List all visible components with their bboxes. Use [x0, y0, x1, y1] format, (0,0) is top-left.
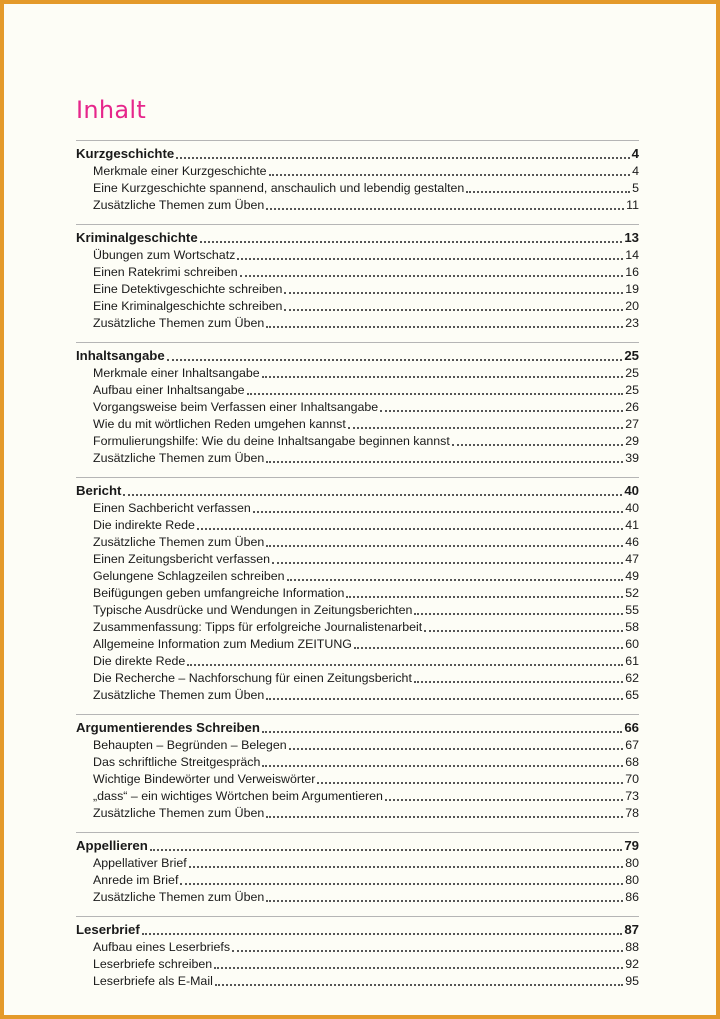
toc-page-number: 55 — [625, 603, 639, 617]
toc-entry[interactable] — [76, 568, 639, 585]
toc-leader-dots — [346, 596, 623, 598]
toc-entry[interactable] — [76, 636, 639, 653]
toc-page-number: 11 — [626, 198, 639, 212]
toc-entry-title: Zusätzliche Themen zum Üben — [93, 451, 265, 465]
toc-entry[interactable] — [76, 315, 639, 332]
toc-entry-title: Behaupten – Begründen – Belegen — [93, 738, 287, 752]
toc-leader-dots — [167, 359, 623, 361]
toc-leader-dots — [142, 933, 623, 935]
toc-leader-dots — [266, 698, 623, 700]
toc-leader-dots — [247, 393, 624, 395]
toc-entry-title: Zusätzliche Themen zum Üben — [93, 535, 265, 549]
toc-section — [76, 477, 639, 704]
toc-page-number: 46 — [625, 535, 639, 549]
toc-page-number: 40 — [625, 501, 639, 515]
toc-entry[interactable] — [76, 180, 639, 197]
toc-section — [76, 342, 639, 467]
toc-leader-dots — [272, 562, 623, 564]
toc-page-number: 58 — [625, 620, 639, 634]
toc-leader-dots — [262, 765, 623, 767]
toc-section-heading[interactable] — [76, 836, 639, 855]
toc-entry-title: Eine Kurzgeschichte spannend, anschaulich und lebendig gestalten — [93, 181, 465, 195]
toc-page-number: 80 — [625, 873, 639, 887]
toc-section-heading[interactable] — [76, 346, 639, 365]
toc-entry[interactable] — [76, 551, 639, 568]
toc-entry-title: Wie du mit wörtlichen Reden umgehen kannst — [93, 417, 346, 431]
toc-page-number: 88 — [625, 940, 639, 954]
toc-section-title: Inhaltsangabe — [76, 348, 165, 363]
toc-page-number: 39 — [625, 451, 639, 465]
toc-entry[interactable] — [76, 416, 639, 433]
toc-entry[interactable] — [76, 163, 639, 180]
toc-page-number: 68 — [625, 755, 639, 769]
toc-section — [76, 140, 639, 214]
table-of-contents — [76, 140, 639, 1000]
toc-page-number: 95 — [625, 974, 639, 988]
toc-entry[interactable] — [76, 602, 639, 619]
toc-leader-dots — [287, 579, 624, 581]
toc-leader-dots — [414, 613, 623, 615]
toc-section-heading[interactable] — [76, 144, 639, 163]
toc-page-number: 49 — [625, 569, 639, 583]
toc-section — [76, 224, 639, 332]
toc-entry-title: Zusätzliche Themen zum Üben — [93, 688, 265, 702]
toc-leader-dots — [266, 326, 623, 328]
toc-entry-title: Eine Detektivgeschichte schreiben — [93, 282, 283, 296]
toc-entry-title: Aufbau eines Leserbriefs — [93, 940, 231, 954]
toc-page-number: 19 — [625, 282, 639, 296]
toc-page-number: 40 — [624, 483, 639, 498]
toc-entry-title: Wichtige Bindewörter und Verweiswörter — [93, 772, 316, 786]
toc-section-title: Bericht — [76, 483, 122, 498]
toc-entry-title: Beifügungen geben umfangreiche Information — [93, 586, 345, 600]
toc-entry[interactable] — [76, 805, 639, 822]
toc-leader-dots — [269, 174, 631, 176]
toc-leader-dots — [380, 410, 623, 412]
toc-page-number: 27 — [625, 417, 639, 431]
toc-page-number: 65 — [625, 688, 639, 702]
toc-leader-dots — [262, 376, 624, 378]
toc-leader-dots — [452, 444, 623, 446]
toc-entry[interactable] — [76, 382, 639, 399]
toc-page-number: 4 — [632, 164, 639, 178]
toc-entry-title: Aufbau einer Inhaltsangabe — [93, 383, 245, 397]
toc-entry-title: Anrede im Brief — [93, 873, 179, 887]
toc-section-heading[interactable] — [76, 920, 639, 939]
toc-entry[interactable] — [76, 788, 639, 805]
toc-entry-title: Leserbriefe schreiben — [93, 957, 213, 971]
toc-entry-title: Zusätzliche Themen zum Üben — [93, 316, 265, 330]
toc-leader-dots — [284, 292, 623, 294]
toc-section — [76, 832, 639, 906]
toc-leader-dots — [176, 157, 629, 159]
toc-page-number: 4 — [631, 146, 639, 161]
toc-page-number: 13 — [624, 230, 639, 245]
toc-page-number: 16 — [625, 265, 639, 279]
toc-entry-title: Appellativer Brief — [93, 856, 187, 870]
toc-entry-title: Einen Ratekrimi schreiben — [93, 265, 238, 279]
toc-page-number: 5 — [632, 181, 639, 195]
toc-entry[interactable] — [76, 653, 639, 670]
toc-page-number: 62 — [625, 671, 639, 685]
toc-leader-dots — [289, 748, 624, 750]
toc-leader-dots — [266, 208, 624, 210]
toc-entry-title: Zusätzliche Themen zum Üben — [93, 806, 265, 820]
toc-page-number: 60 — [625, 637, 639, 651]
toc-page-number: 92 — [625, 957, 639, 971]
toc-page-number: 41 — [625, 518, 639, 532]
toc-leader-dots — [266, 816, 623, 818]
toc-entry-title: Allgemeine Information zum Medium ZEITUNG — [93, 637, 352, 651]
toc-leader-dots — [189, 866, 624, 868]
toc-entry-title: Merkmale einer Kurzgeschichte — [93, 164, 267, 178]
toc-page-number: 25 — [624, 348, 639, 363]
toc-page-number: 25 — [625, 383, 639, 397]
toc-entry-title: Einen Zeitungsbericht verfassen — [93, 552, 271, 566]
toc-section-title: Leserbrief — [76, 922, 140, 937]
toc-leader-dots — [215, 984, 623, 986]
toc-leader-dots — [317, 782, 623, 784]
toc-page-number: 66 — [624, 720, 639, 735]
toc-entry[interactable] — [76, 399, 639, 416]
toc-entry[interactable] — [76, 771, 639, 788]
toc-leader-dots — [187, 664, 623, 666]
toc-section-heading[interactable] — [76, 718, 639, 737]
toc-leader-dots — [262, 731, 622, 733]
toc-entry[interactable] — [76, 365, 639, 382]
toc-leader-dots — [240, 275, 624, 277]
toc-entry[interactable] — [76, 281, 639, 298]
toc-leader-dots — [266, 545, 623, 547]
toc-leader-dots — [348, 427, 623, 429]
toc-entry[interactable] — [76, 298, 639, 315]
toc-entry[interactable] — [76, 670, 639, 687]
toc-section — [76, 916, 639, 990]
toc-entry-title: Zusammenfassung: Tipps für erfolgreiche Journalistenarbeit — [93, 620, 423, 634]
toc-entry[interactable] — [76, 973, 639, 990]
toc-entry-title: Leserbriefe als E-Mail — [93, 974, 213, 988]
toc-page-number: 29 — [625, 434, 639, 448]
toc-entry-title: Übungen zum Wortschatz — [93, 248, 236, 262]
toc-entry-title: Gelungene Schlagzeilen schreiben — [93, 569, 285, 583]
toc-entry-title: Typische Ausdrücke und Wendungen in Zeitungsberichten — [93, 603, 413, 617]
toc-entry[interactable] — [76, 754, 639, 771]
toc-entry[interactable] — [76, 687, 639, 704]
toc-entry-title: „dass“ – ein wichtiges Wörtchen beim Argumentieren — [93, 789, 383, 803]
toc-entry[interactable] — [76, 956, 639, 973]
toc-page-number: 52 — [625, 586, 639, 600]
page-title: Inhalt — [76, 96, 147, 124]
toc-page-number: 73 — [625, 789, 639, 803]
toc-entry[interactable] — [76, 585, 639, 602]
toc-entry[interactable] — [76, 433, 639, 450]
toc-entry[interactable] — [76, 737, 639, 754]
toc-leader-dots — [150, 849, 623, 851]
toc-entry[interactable] — [76, 872, 639, 889]
toc-leader-dots — [237, 258, 623, 260]
toc-entry[interactable] — [76, 855, 639, 872]
toc-leader-dots — [466, 191, 630, 193]
toc-entry[interactable] — [76, 247, 639, 264]
toc-entry[interactable] — [76, 534, 639, 551]
toc-entry[interactable] — [76, 619, 639, 636]
toc-leader-dots — [200, 241, 623, 243]
toc-leader-dots — [232, 950, 623, 952]
toc-leader-dots — [253, 511, 623, 513]
toc-page-number: 47 — [625, 552, 639, 566]
toc-entry-title: Formulierungshilfe: Wie du deine Inhaltsangabe beginnen kannst — [93, 434, 450, 448]
toc-leader-dots — [214, 967, 623, 969]
toc-entry-title: Die Recherche – Nachforschung für einen Zeitungsbericht — [93, 671, 412, 685]
toc-entry-title: Die indirekte Rede — [93, 518, 195, 532]
document-page — [4, 4, 716, 1015]
toc-leader-dots — [284, 309, 623, 311]
toc-entry-title: Zusätzliche Themen zum Üben — [93, 890, 265, 904]
toc-leader-dots — [266, 900, 623, 902]
toc-page-number: 61 — [625, 654, 639, 668]
toc-section-title: Argumentierendes Schreiben — [76, 720, 260, 735]
toc-page-number: 86 — [625, 890, 639, 904]
toc-leader-dots — [123, 494, 622, 496]
toc-section-heading[interactable] — [76, 481, 639, 500]
toc-leader-dots — [385, 799, 623, 801]
toc-page-number: 67 — [625, 738, 639, 752]
toc-entry[interactable] — [76, 450, 639, 467]
toc-entry[interactable] — [76, 939, 639, 956]
toc-section — [76, 714, 639, 822]
toc-leader-dots — [424, 630, 623, 632]
toc-page-number: 80 — [625, 856, 639, 870]
toc-section-title: Kriminalgeschichte — [76, 230, 198, 245]
toc-leader-dots — [354, 647, 623, 649]
toc-entry[interactable] — [76, 500, 639, 517]
toc-entry-title: Merkmale einer Inhaltsangabe — [93, 366, 260, 380]
toc-entry-title: Das schriftliche Streitgespräch — [93, 755, 261, 769]
toc-page-number: 23 — [625, 316, 639, 330]
toc-page-number: 78 — [625, 806, 639, 820]
toc-entry[interactable] — [76, 197, 639, 214]
toc-page-number: 87 — [624, 922, 639, 937]
toc-entry-title: Zusätzliche Themen zum Üben — [93, 198, 265, 212]
toc-entry-title: Die direkte Rede — [93, 654, 186, 668]
toc-leader-dots — [414, 681, 623, 683]
toc-leader-dots — [266, 461, 623, 463]
toc-page-number: 79 — [624, 838, 639, 853]
toc-entry-title: Eine Kriminalgeschichte schreiben — [93, 299, 283, 313]
toc-leader-dots — [197, 528, 623, 530]
toc-page-number: 70 — [625, 772, 639, 786]
toc-entry-title: Einen Sachbericht verfassen — [93, 501, 251, 515]
toc-page-number: 14 — [625, 248, 639, 262]
toc-section-heading[interactable] — [76, 228, 639, 247]
toc-page-number: 25 — [625, 366, 639, 380]
toc-entry-title: Vorgangsweise beim Verfassen einer Inhaltsangabe — [93, 400, 379, 414]
toc-entry[interactable] — [76, 264, 639, 281]
toc-entry[interactable] — [76, 517, 639, 534]
toc-entry[interactable] — [76, 889, 639, 906]
toc-section-title: Appellieren — [76, 838, 148, 853]
toc-leader-dots — [180, 883, 623, 885]
toc-page-number: 26 — [625, 400, 639, 414]
toc-page-number: 20 — [625, 299, 639, 313]
toc-section-title: Kurzgeschichte — [76, 146, 175, 161]
